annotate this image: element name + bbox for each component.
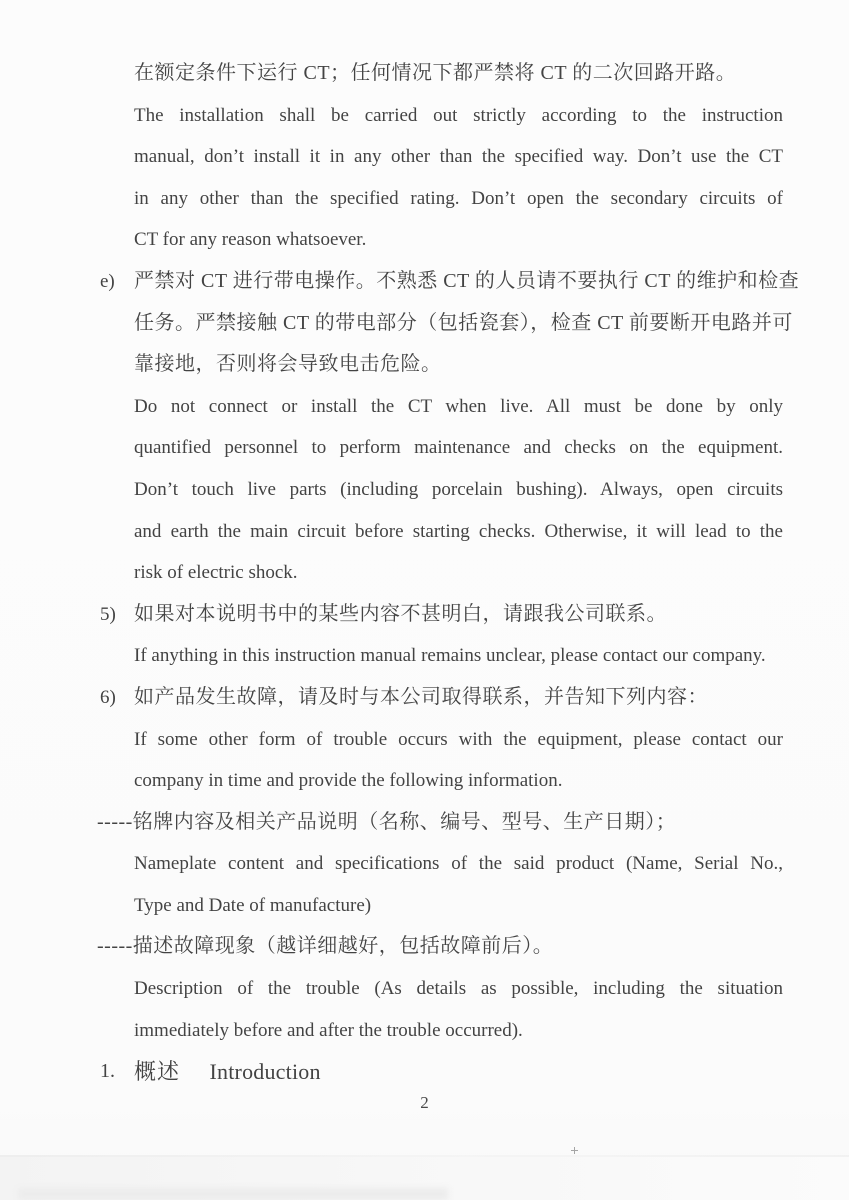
list-item-6 <box>0 677 849 719</box>
document-body <box>0 53 849 1093</box>
heading-title-cjk: 概述 <box>134 1059 181 1085</box>
body-line: Description of the trouble (As details as possible, including the situation <box>134 978 783 1000</box>
page-number: 2 <box>420 1093 429 1112</box>
scan-shadow-smear <box>18 1188 448 1200</box>
dust-speck <box>571 1147 578 1154</box>
list-item-text: 严禁对 CT 进行带电操作。不熟悉 CT 的人员请不要执行 CT 的维护和检查 <box>134 269 800 292</box>
dashed-item-line: -----铭牌内容及相关产品说明（名称、编号、型号、生产日期）； <box>97 810 677 833</box>
section-heading-introduction <box>0 1051 849 1093</box>
list-item-text: 如果对本说明书中的某些内容不甚明白，请跟我公司联系。 <box>134 602 667 625</box>
body-line: risk of electric shock. <box>134 562 298 584</box>
body-line: If anything in this instruction manual remains unclear, please contact our company. <box>134 645 766 667</box>
heading-number: 1. <box>100 1060 115 1083</box>
body-line: 任务。严禁接触 CT 的带电部分（包括瓷套），检查 CT 前要断开电路并可 <box>134 311 793 334</box>
dashed-item-line: -----描述故障现象（越详细越好，包括故障前后）。 <box>97 935 554 958</box>
body-line: Type and Date of manufacture) <box>134 894 372 916</box>
body-line: in any other than the specified rating. Don’t open the secondary circuits of <box>134 187 783 209</box>
body-line: 在额定条件下运行 CT；任何情况下都严禁将 CT 的二次回路开路。 <box>134 62 737 84</box>
body-line: manual, don’t install it in any other than the specified way. Don’t use the CT <box>134 146 783 168</box>
list-marker: 5) <box>100 603 116 625</box>
list-item-text: 如产品发生故障，请及时与本公司取得联系，并告知下列内容： <box>134 685 708 708</box>
body-line: Do not connect or install the CT when live. All must be done by only <box>134 395 783 417</box>
body-line: 靠接地，否则将会导致电击危险。 <box>134 353 442 376</box>
heading-title-en: Introduction <box>209 1059 321 1085</box>
body-line: and earth the main circuit before starting checks. Otherwise, it will lead to the <box>134 520 783 542</box>
body-line: Don’t touch live parts (including porcelain bushing). Always, open circuits <box>134 478 783 500</box>
list-marker: 6) <box>100 686 116 708</box>
body-line: If some other form of trouble occurs with the equipment, please contact our <box>134 728 783 750</box>
list-item-e <box>0 261 849 303</box>
list-item-5 <box>0 594 849 636</box>
body-line: Nameplate content and specifications of the said product (Name, Serial No., <box>134 853 783 875</box>
body-line: The installation shall be carried out strictly according to the instruction <box>134 104 783 126</box>
body-line: company in time and provide the following information. <box>134 770 563 792</box>
body-line: quantified personnel to perform maintenance and checks on the equipment. <box>134 437 783 459</box>
body-line: immediately before and after the trouble occurred). <box>134 1019 523 1041</box>
list-marker: e) <box>100 270 115 292</box>
body-line: CT for any reason whatsoever. <box>134 229 367 251</box>
